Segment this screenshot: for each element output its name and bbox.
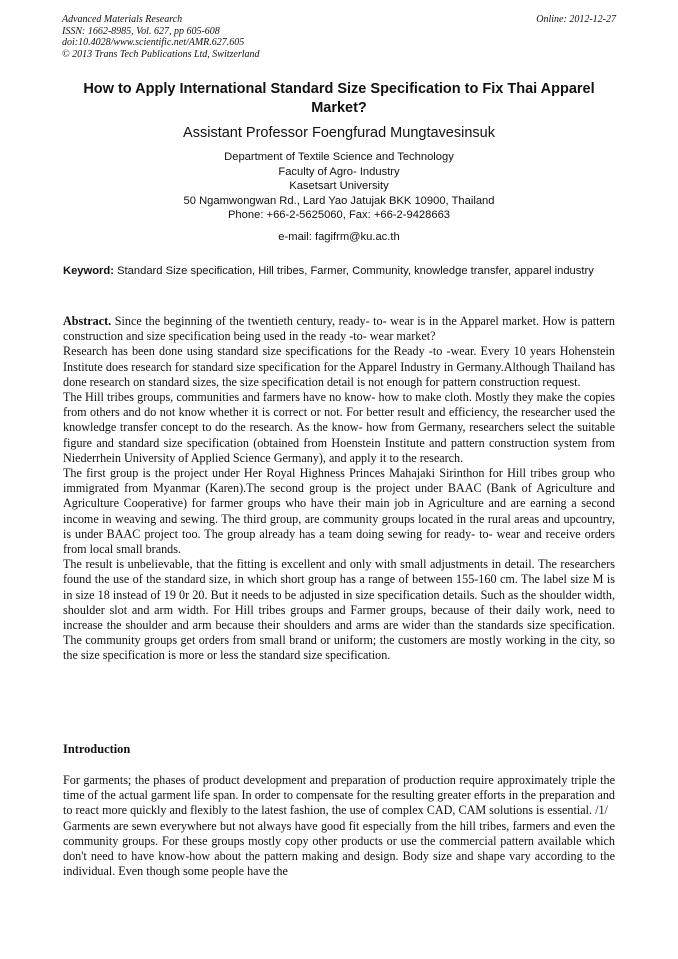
introduction-section: [63, 773, 615, 879]
affiliation-faculty: Faculty of Agro- Industry: [278, 165, 400, 178]
abstract-label: Abstract.: [63, 314, 112, 328]
introduction-heading: Introduction: [63, 742, 131, 756]
abstract-paragraph: [63, 314, 615, 344]
paper-title: How to Apply International Standard Size Specification to Fix Thai Apparel Market?: [83, 81, 595, 116]
issn-line: ISSN: 1662-8985, Vol. 627, pp 605-608: [62, 25, 220, 37]
affiliation-address: 50 Ngamwongwan Rd., Lard Yao Jatujak BKK 10900, Thailand: [183, 194, 495, 207]
author-email: e-mail: fagifrm@ku.ac.th: [278, 231, 400, 243]
affiliation-block: [60, 150, 618, 223]
affiliation-university: Kasetsart University: [289, 180, 389, 193]
journal-name: Advanced Materials Research: [62, 14, 183, 25]
abstract-paragraph-text: Since the beginning of the twentieth century, ready- to- wear is in the Apparel market. How is pattern construction and size specification being used in the ready -to- wear market?: [63, 314, 615, 344]
journal-header: [62, 14, 616, 60]
keywords-section: [63, 264, 614, 278]
abstract-paragraph: Research has been done using standard size specifications for the Ready -to -wear. Every 10 years Hohenstein Institute does research for standard size specification for the Apparel Industry in Germany.Although Thailand has done research on standard sizes, the size specification detail is not enough for pattern construction request.: [63, 344, 615, 389]
affiliation-department: Department of Textile Science and Technology: [224, 151, 454, 163]
abstract-paragraph: The first group is the project under Her Royal Highness Princes Mahajaki Sirinthon for Hill tribes group who immigrated from Myanmar (Karen).The second group is the project under BAAC (Bank of Agriculture and Agriculture Cooperative) for farmer groups who have their main job in Agriculture and are earning a second income in weaving and sewing. The third group, are community groups located in the rural areas and upcountry, is under BAAC project too. The group already has a team doing sewing for ready- to- wear and receive orders from local small brands.: [63, 466, 615, 557]
abstract-paragraph: The result is unbelievable, that the fitting is excellent and only with small adjustments in detail. The researchers found the use of the standard size, in which short group has a range of between 155-160 cm. The label size M is in size 18 instead of 19 0r 20. But it needs to be adjusted in size specification details. Such as the shoulder width, shoulder slot and arm width. For Hill tribes groups and Farmer groups, because of their daily work, need to increase the shoulder and arm because their shoulders and arms are wider than the standards size specification. The community groups get orders from small brand or uniform; the customers are mostly working in the city, so the size specification is more or less the standard size specification.: [63, 557, 615, 663]
author-name: Assistant Professor Foengfurad Mungtavesinsuk: [183, 125, 495, 141]
doi-line: doi:10.4028/www.scientific.net/AMR.627.605: [62, 37, 245, 48]
introduction-paragraph: Garments are sewn everywhere but not always have good fit especially from the hill tribes, farmers and even the community groups. For these groups mostly copy other products or use the commercial pattern available which don't need to have know-how about the pattern making and design. Body size and shape vary according to the individual. Even though some people have the: [63, 818, 615, 879]
affiliation-phone: Phone: +66-2-5625060, Fax: +66-2-9428663: [227, 209, 451, 222]
introduction-paragraph: For garments; the phases of product development and preparation of production require approximately triple the time of the actual garment life span. In order to compensate for the resulting greater efforts in the preparation and to react more quickly and flexibly to the latest fashion, the use of complex CAD, CAM solutions is essential. /1/: [63, 773, 615, 818]
copyright-line: © 2013 Trans Tech Publications Ltd, Switzerland: [62, 48, 260, 60]
abstract-paragraph: The Hill tribes groups, communities and farmers have no know- how to make cloth. Mostly they make the copies from others and do not know whether it is correct or not. For better result and efficiency, the researcher used the knowledge transfer concept to do the research. As the know- how from Germany, researchers select the suitable figure and standard size specification (obtained from Hoenstein Institute and pattern construction system from Niederrhein University of Applied Science Germany), and apply it to the research.: [63, 390, 615, 465]
abstract-section: [63, 314, 615, 664]
keywords-label: Keyword:: [63, 265, 114, 277]
keywords-text: Standard Size specification, Hill tribes, Farmer, Community, knowledge transfer, apparel industry: [117, 265, 594, 277]
online-date: Online: 2012-12-27: [536, 14, 616, 25]
